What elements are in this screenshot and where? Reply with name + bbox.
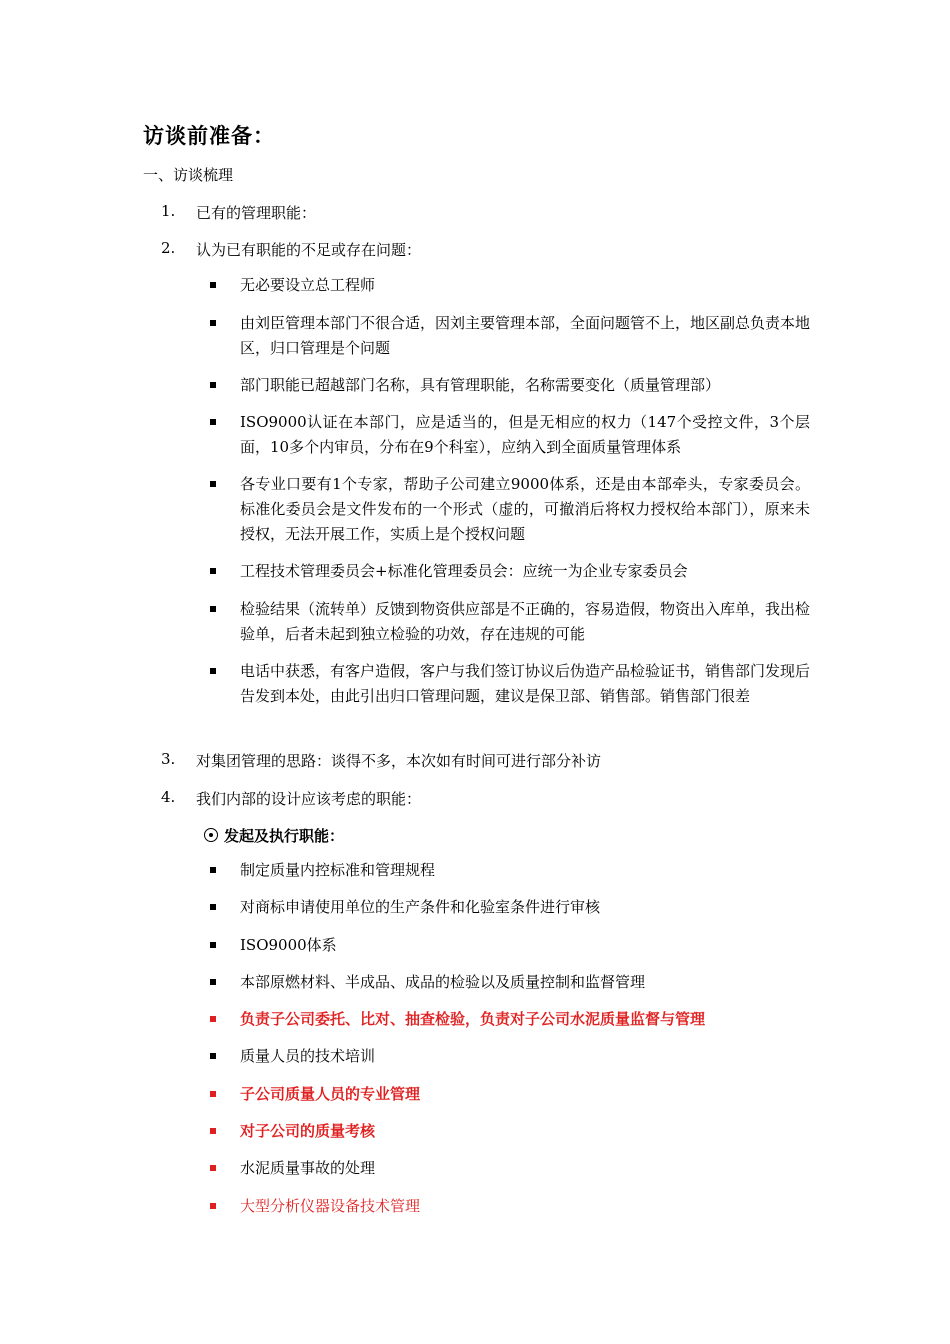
list-item-text: 子公司质量人员的专业管理: [240, 1085, 421, 1103]
bullet-icon: [210, 1091, 216, 1097]
page-title: 访谈前准备：: [143, 124, 275, 148]
list-item-text: 水泥质量事故的处理: [240, 1159, 376, 1177]
bullet-icon: [210, 481, 216, 487]
bullet-icon: [210, 904, 216, 910]
list-item-highlighted: [210, 1082, 810, 1107]
list-item-text: 部门职能已超越部门名称，具有管理职能，名称需要变化（质量管理部）: [240, 376, 721, 394]
subheading: [204, 825, 344, 846]
bullet-icon: [210, 320, 216, 326]
list-item-text: ISO9000认证在本部门，应是适当的，但是无相应的权力（147个受控文件，3个层面，10多个内审员，分布在9个科室），应纳入到全面质量管理体系: [240, 413, 810, 456]
list-item: [210, 1156, 810, 1181]
list-item: [210, 895, 810, 920]
bullet-icon: [210, 979, 216, 985]
list-item-text: ISO9000体系: [240, 936, 337, 954]
list-item-text: 电话中获悉，有客户造假，客户与我们签订协议后伪造产品检验证书，销售部门发现后告发到本处，由此引出归口管理问题，建议是保卫部、销售部。销售部门很差: [240, 662, 811, 705]
list-item-text: 各专业口要有1个专家，帮助子公司建立9000体系，还是由本部牵头，专家委员会。标准化委员会是文件发布的一个形式（虚的，可撤消后将权力授权给本部门），原来未授权，无法开展工作，实质上是个授权问题: [240, 475, 810, 543]
list-item-text: 制定质量内控标准和管理规程: [240, 861, 436, 879]
list-item: [210, 410, 810, 460]
section-heading: 一、访谈梳理: [143, 166, 234, 184]
bullet-icon: [210, 282, 216, 288]
list-item-text: 无必要设立总工程师: [240, 276, 376, 294]
circle-dot-icon: [204, 828, 218, 842]
list-item-text: 检验结果（流转单）反馈到物资供应部是不正确的，容易造假，物资出入库单，我出检验单，后者未起到独立检验的功效，存在违规的可能: [240, 600, 811, 643]
list-item: [210, 559, 810, 584]
list-item-text: 本部原燃材料、半成品、成品的检验以及质量控制和监督管理: [240, 973, 646, 991]
item-text: 认为已有职能的不足或存在问题：: [196, 241, 422, 259]
list-item: [210, 273, 810, 298]
bullet-icon: [210, 1053, 216, 1059]
list-item-text: 负责子公司委托、比对、抽查检验，负责对子公司水泥质量监督与管理: [240, 1010, 706, 1028]
bullet-icon: [210, 419, 216, 425]
list-item: [210, 970, 810, 995]
bullet-icon: [210, 668, 216, 674]
item-number: 2.: [161, 239, 176, 257]
list-item: [210, 659, 810, 709]
list-item: [210, 597, 810, 647]
list-item-text: 大型分析仪器设备技术管理: [240, 1197, 421, 1215]
list-item-text: 工程技术管理委员会+标准化管理委员会：应统一为企业专家委员会: [240, 562, 688, 580]
item-text: 我们内部的设计应该考虑的职能：: [196, 790, 422, 808]
list-item-text: 对商标申请使用单位的生产条件和化验室条件进行审核: [240, 898, 601, 916]
item-number: 4.: [161, 788, 176, 806]
list-item-highlighted: [210, 1194, 810, 1219]
subheading-text: 发起及执行职能：: [224, 827, 345, 845]
bullet-icon: [210, 942, 216, 948]
list-item: [210, 311, 810, 361]
list-item-text: 质量人员的技术培训: [240, 1047, 376, 1065]
bullet-icon: [210, 867, 216, 873]
bullet-icon: [210, 1165, 216, 1171]
bullet-icon: [210, 1203, 216, 1209]
bullet-icon: [210, 1128, 216, 1134]
list-item: [210, 373, 810, 398]
item-text: 已有的管理职能：: [196, 204, 317, 222]
list-item: [210, 1044, 810, 1069]
list-item-highlighted: [210, 1007, 810, 1032]
bullet-icon: [210, 606, 216, 612]
list-item: [210, 933, 810, 958]
list-item-text: 对子公司的质量考核: [240, 1122, 376, 1140]
list-item-text: 由刘臣管理本部门不很合适，因刘主要管理本部，全面问题管不上，地区副总负责本地区，归口管理是个问题: [240, 314, 811, 357]
item-number: 3.: [161, 750, 176, 768]
bullet-icon: [210, 1016, 216, 1022]
item-number: 1.: [161, 202, 176, 220]
item-text: 对集团管理的思路：谈得不多，本次如有时间可进行部分补访: [196, 752, 602, 770]
list-item: [210, 472, 810, 547]
list-item: [210, 858, 810, 883]
bullet-icon: [210, 568, 216, 574]
list-item-highlighted: [210, 1119, 810, 1144]
bullet-icon: [210, 382, 216, 388]
